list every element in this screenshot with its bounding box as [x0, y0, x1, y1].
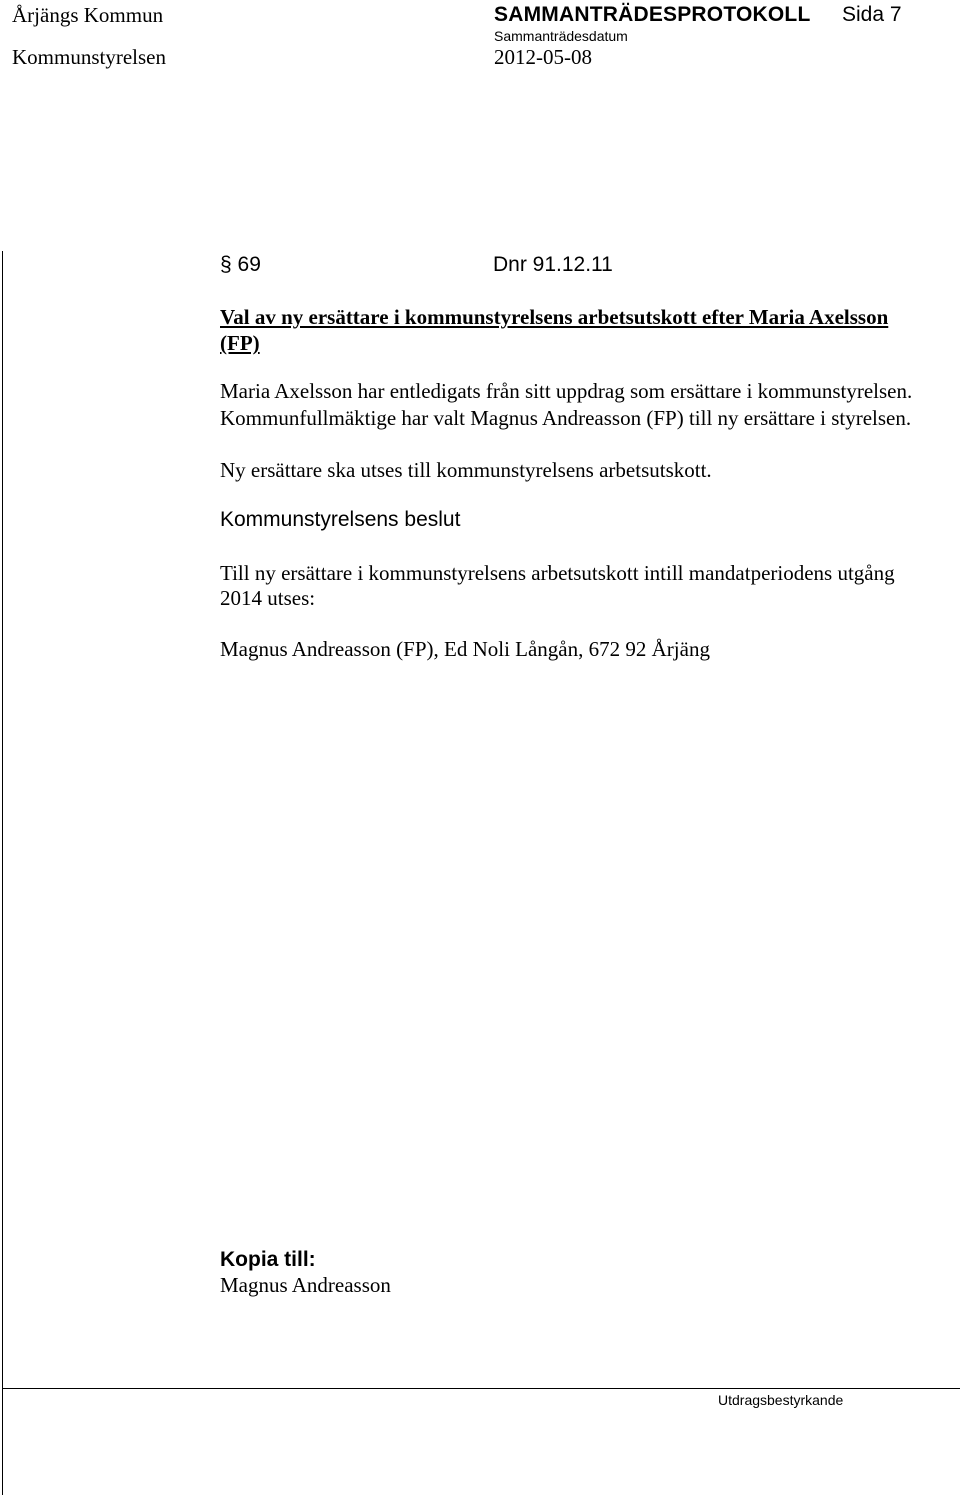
certification-label: Utdragsbestyrkande: [718, 1392, 844, 1408]
copy-recipient: Magnus Andreasson: [220, 1273, 391, 1297]
footer-rule: [2, 1388, 960, 1389]
section-title: Val av ny ersättare i kommunstyrelsens arbetsutskott efter Maria Axelsson: [220, 305, 889, 329]
copy-to-heading: Kopia till:: [220, 1248, 316, 1271]
body-text-line: Maria Axelsson har entledigats från sitt uppdrag som ersättare i kommunstyrelsen.: [220, 379, 913, 403]
paragraph-number: § 69: [220, 253, 261, 276]
meeting-date-label: Sammanträdesdatum: [494, 28, 628, 44]
committee-name: Kommunstyrelsen: [12, 45, 166, 69]
margin-rule: [2, 251, 3, 1495]
organization-name: Årjängs Kommun: [12, 3, 164, 27]
decision-text-line: Magnus Andreasson (FP), Ed Noli Långån, 672 92 Årjäng: [220, 637, 710, 661]
body-text-line: Ny ersättare ska utses till kommunstyrelsens arbetsutskott.: [220, 458, 712, 482]
registration-number: Dnr 91.12.11: [493, 253, 613, 276]
meeting-date: 2012-05-08: [494, 45, 592, 69]
decision-text-line: Till ny ersättare i kommunstyrelsens arbetsutskott intill mandatperiodens utgång: [220, 561, 895, 585]
section-title-cont: (FP): [220, 331, 260, 355]
decision-heading: Kommunstyrelsens beslut: [220, 508, 461, 531]
body-text-line: Kommunfullmäktige har valt Magnus Andreasson (FP) till ny ersättare i styrelsen.: [220, 406, 912, 430]
document-type: SAMMANTRÄDESPROTOKOLL: [494, 3, 811, 26]
decision-text-line: 2014 utses:: [220, 586, 316, 610]
page-number: Sida 7: [842, 3, 902, 26]
